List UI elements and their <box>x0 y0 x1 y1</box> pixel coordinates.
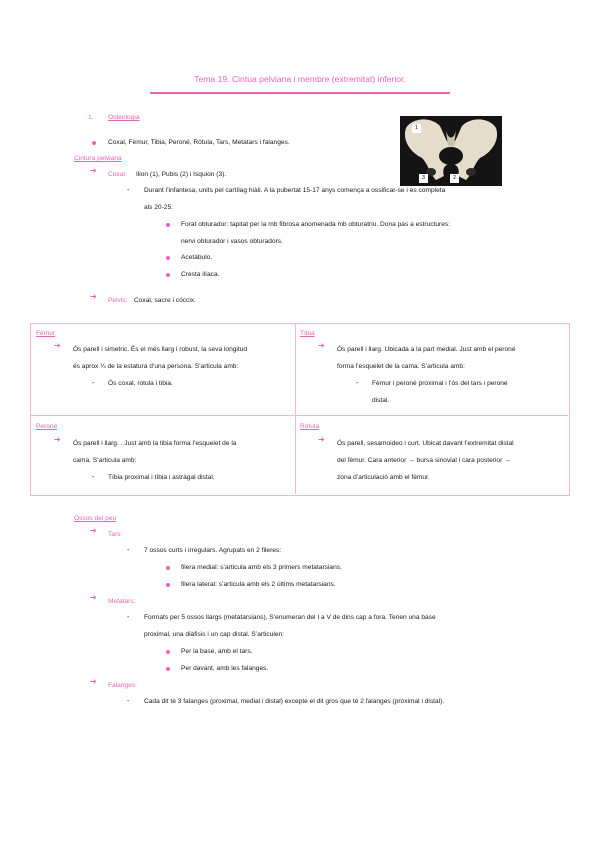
cresta-iliaca: Cresta ilíaca. <box>181 271 220 278</box>
tars-line: 7 ossos curts i irregulars. Agrupats en 2 fileres: <box>144 547 282 554</box>
bullet-icon <box>166 566 170 570</box>
bullet-icon <box>166 256 170 260</box>
figure-label-3: 3 <box>419 174 428 183</box>
metatars-bullet-2: Per davant, amb les falanges. <box>181 665 269 672</box>
falanges-label: Falanges: <box>108 682 137 689</box>
coxal-text: Ilion (1), Pubis (2) i Isquion (3). <box>136 171 227 178</box>
metatars-line2: proximal, una diàfisis i un cap distal. S’articulen: <box>144 631 285 638</box>
tibia-line1: Ós parell i llarg. Ubicada a la part medial. Just amb el peroné <box>337 346 516 353</box>
bullet-icon <box>166 583 170 587</box>
section-number: 1. <box>88 114 94 121</box>
metatars-line1: Formats per 5 ossos llargs (metatarsians), S’enumeran del I a V de dins cap a fora. Tenen una base <box>144 614 436 621</box>
bullet-icon <box>166 667 170 671</box>
cintura-heading: Cintura pelviana <box>74 155 122 162</box>
falanges-line: Cada dit té 3 falanges (proximal, medial i distal) excepte el dit gros que té 2 falanges (proximal i distal). <box>144 698 445 705</box>
arrow-icon: ➔ <box>318 341 325 350</box>
forat-line1: Forat obturador: tapitat per la mb fibrosa anomenada mb obturatriu. Dona pas a estructures: <box>181 221 451 228</box>
rotula-line3: zona d’articulació amb el fèmur. <box>337 474 430 481</box>
page-title: Tema 19. Cintua pelviana i membre (extremitat) inferior. <box>194 74 406 84</box>
arrow-icon: ➔ <box>90 166 97 175</box>
figure-label-2: 2 <box>450 174 459 183</box>
table-divider-vertical <box>295 323 296 494</box>
coxal-detail-line1: Durant l’infantesa, units pel cartílag hiàli. A la pubertat 15-17 anys comença a ossificar-se i es completa <box>144 187 446 194</box>
tars-label: Tars: <box>108 531 123 538</box>
arrow-icon: ➔ <box>90 677 97 686</box>
femur-sub: Ós coxal, rotula i tibia. <box>108 380 173 387</box>
dash-icon: - <box>92 380 95 387</box>
perone-line1: Ós parell i llarg. . Just amb la tibia forma l’esquelet de la <box>73 440 237 447</box>
dash-icon: - <box>127 547 130 554</box>
tibia-sub2: distal. <box>372 397 390 404</box>
perone-line2: cama. S’articula amb: <box>73 457 137 464</box>
metatars-label: Metatars: <box>108 598 136 605</box>
tars-bullet-2: filera lateral: s’articula amb els 2 últims metatarsians. <box>181 581 336 588</box>
acetabulo: Acetàbulo. <box>181 254 213 261</box>
pelvis-label: Pelvis: <box>108 297 128 304</box>
tibia-line2: forma l’esquelet de la cama. S’articula amb: <box>337 363 465 370</box>
table-divider-horizontal <box>30 415 568 416</box>
bullet-icon <box>166 650 170 654</box>
arrow-icon: ➔ <box>318 435 325 444</box>
dash-icon: - <box>127 614 130 621</box>
arrow-icon: ➔ <box>90 526 97 535</box>
arrow-icon: ➔ <box>90 292 97 301</box>
arrow-icon: ➔ <box>54 435 61 444</box>
pelvis-text: Coxal, sacre i cóccix. <box>134 297 196 304</box>
forat-line2: nervi obturador i vasos obturadors. <box>181 238 283 245</box>
dash-icon: - <box>127 698 130 705</box>
arrow-icon: ➔ <box>90 593 97 602</box>
tibia-heading: Tíbia <box>300 330 315 337</box>
bones-list: Coxal, Fèmur, Tibia, Peroné, Ròtula, Tars, Metatars i falanges. <box>108 139 290 146</box>
rotula-line1: Ós parell, sesamoideo i curt. Ubicat davant l’extremitat distal <box>337 440 514 447</box>
bullet-icon <box>166 223 170 227</box>
femur-line1: Ós parell i simetric. És el més llarg i robust, la seva longitud <box>73 346 248 353</box>
perone-sub: Tíbia proximal i tíbia i astràgal distal. <box>108 474 215 481</box>
metatars-bullet-1: Per la base, amb el tars. <box>181 648 253 655</box>
coxal-label: Coxal: <box>108 171 127 178</box>
arrow-icon: ➔ <box>54 341 61 350</box>
rotula-line2: del fèmur. Cara anterior → bursa sinovial i cara posterior → <box>337 457 511 464</box>
dash-icon: - <box>356 380 359 387</box>
pelvis-image <box>400 116 502 186</box>
bullet-icon <box>166 273 170 277</box>
femur-line2: és aprox ¼ de la estatura d’una persona. S’articula amb: <box>73 363 239 370</box>
bullet-icon <box>92 141 96 145</box>
title-underline <box>150 92 450 94</box>
femur-heading: Fèmur <box>36 330 56 337</box>
section-heading: Osteologia <box>108 114 140 121</box>
dash-icon: - <box>127 187 130 194</box>
coxal-detail-line2: als 20-25. <box>144 204 173 211</box>
dash-icon: - <box>92 474 95 481</box>
peu-heading: Ossos del peu <box>74 515 117 522</box>
tibia-sub1: Fèmur i peroné proximal i l’ós del tars i peroné <box>372 380 508 387</box>
rotula-heading: Ròtula <box>300 423 320 430</box>
tars-bullet-1: filera medial: s’articula amb els 3 primers metatarsians. <box>181 564 342 571</box>
perone-heading: Peroné <box>36 423 58 430</box>
figure-label-1: 1 <box>412 124 421 133</box>
